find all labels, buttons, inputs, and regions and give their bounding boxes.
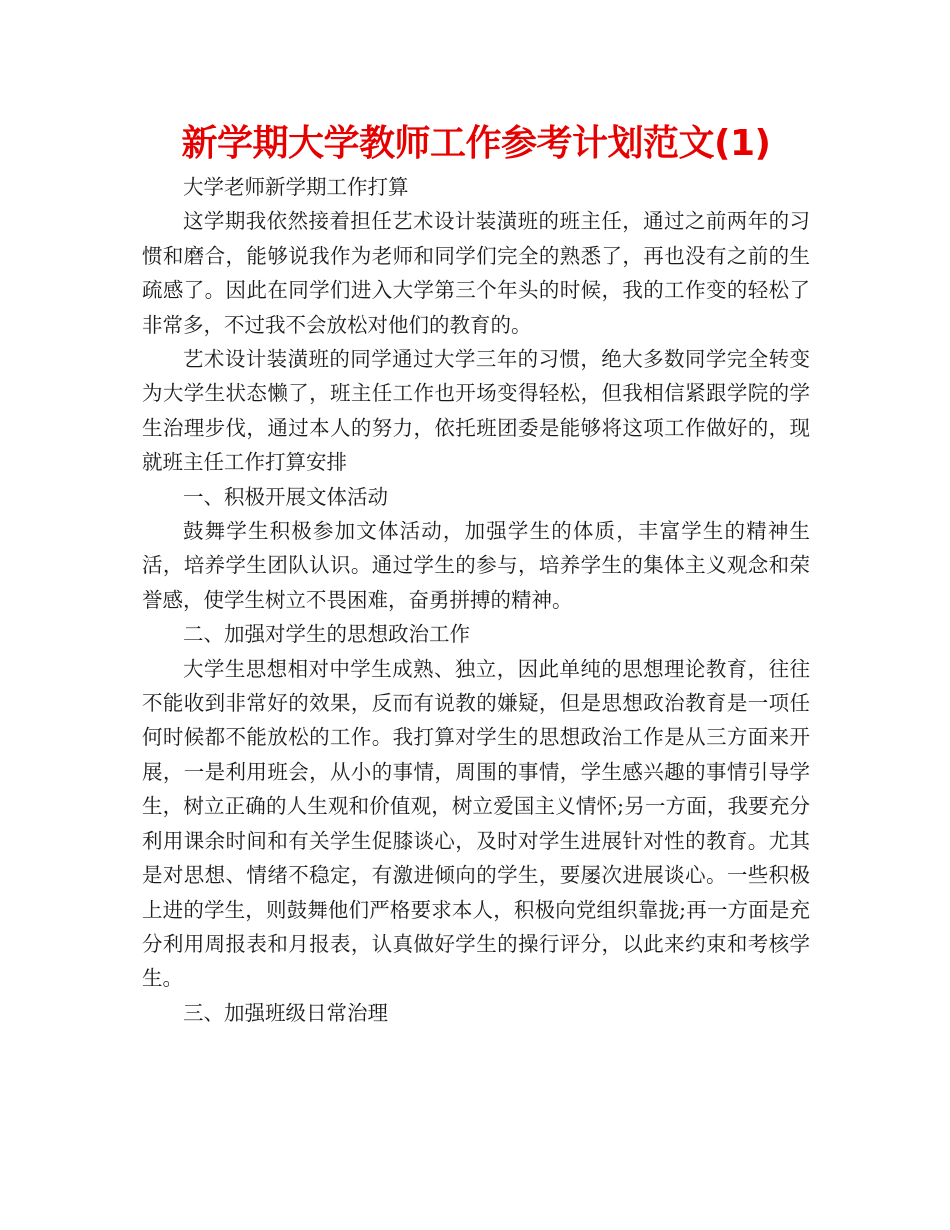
section-heading-1: 一、积极开展文体活动: [183, 484, 388, 509]
section-heading-3: 三、加强班级日常治理: [183, 1000, 388, 1025]
document-page: [142, 118, 810, 1030]
paragraph-4: 大学生思想相对中学生成熟、独立，因此单纯的思想理论教育，往往不能收到非常好的效果，反而有说教的嫌疑，但是思想政治教育是一项任何时候都不能放松的工作。我打算对学生的思想政治工作是从三方面来开展，一是利用班会，从小的事情，周围的事情，学生感兴趣的事情引导学生，树立正确的人生观和价值观，树立爱国主义情怀;另一方面，我要充分利用课余时间和有关学生促膝谈心，及时对学生进展针对性的教育。尤其是对思想、情绪不稳定，有激进倾向的学生，要屡次进展谈心。一些积极上进的学生，则鼓舞他们严格要求本人，积极向党组织靠拢;再一方面是充分利用周报表和月报表，认真做好学生的操行评分，以此来约束和考核学生。: [142, 656, 810, 991]
paragraph-1: 这学期我依然接着担任艺术设计装潢班的班主任，通过之前两年的习惯和磨合，能够说我作为老师和同学们完全的熟悉了，再也没有之前的生疏感了。因此在同学们进入大学第三个年头的时候，我的工作变的轻松了非常多，不过我不会放松对他们的教育的。: [142, 209, 810, 337]
section-heading-2: 二、加强对学生的思想政治工作: [183, 622, 470, 647]
document-subtitle: 大学老师新学期工作打算: [183, 175, 409, 199]
paragraph-3: 鼓舞学生积极参加文体活动，加强学生的体质，丰富学生的精神生活，培养学生团队认识。通过学生的参与，培养学生的集体主义观念和荣誉感，使学生树立不畏困难，奋勇拼搏的精神。: [142, 519, 810, 612]
document-title: 新学期大学教师工作参考计划范文(1): [181, 123, 771, 164]
paragraph-2: 艺术设计装潢班的同学通过大学三年的习惯，绝大多数同学完全转变为大学生状态懒了，班主任工作也开场变得轻松，但我相信紧跟学院的学生治理步伐，通过本人的努力，依托班团委是能够将这项工作做好的，现就班主任工作打算安排: [142, 347, 810, 475]
